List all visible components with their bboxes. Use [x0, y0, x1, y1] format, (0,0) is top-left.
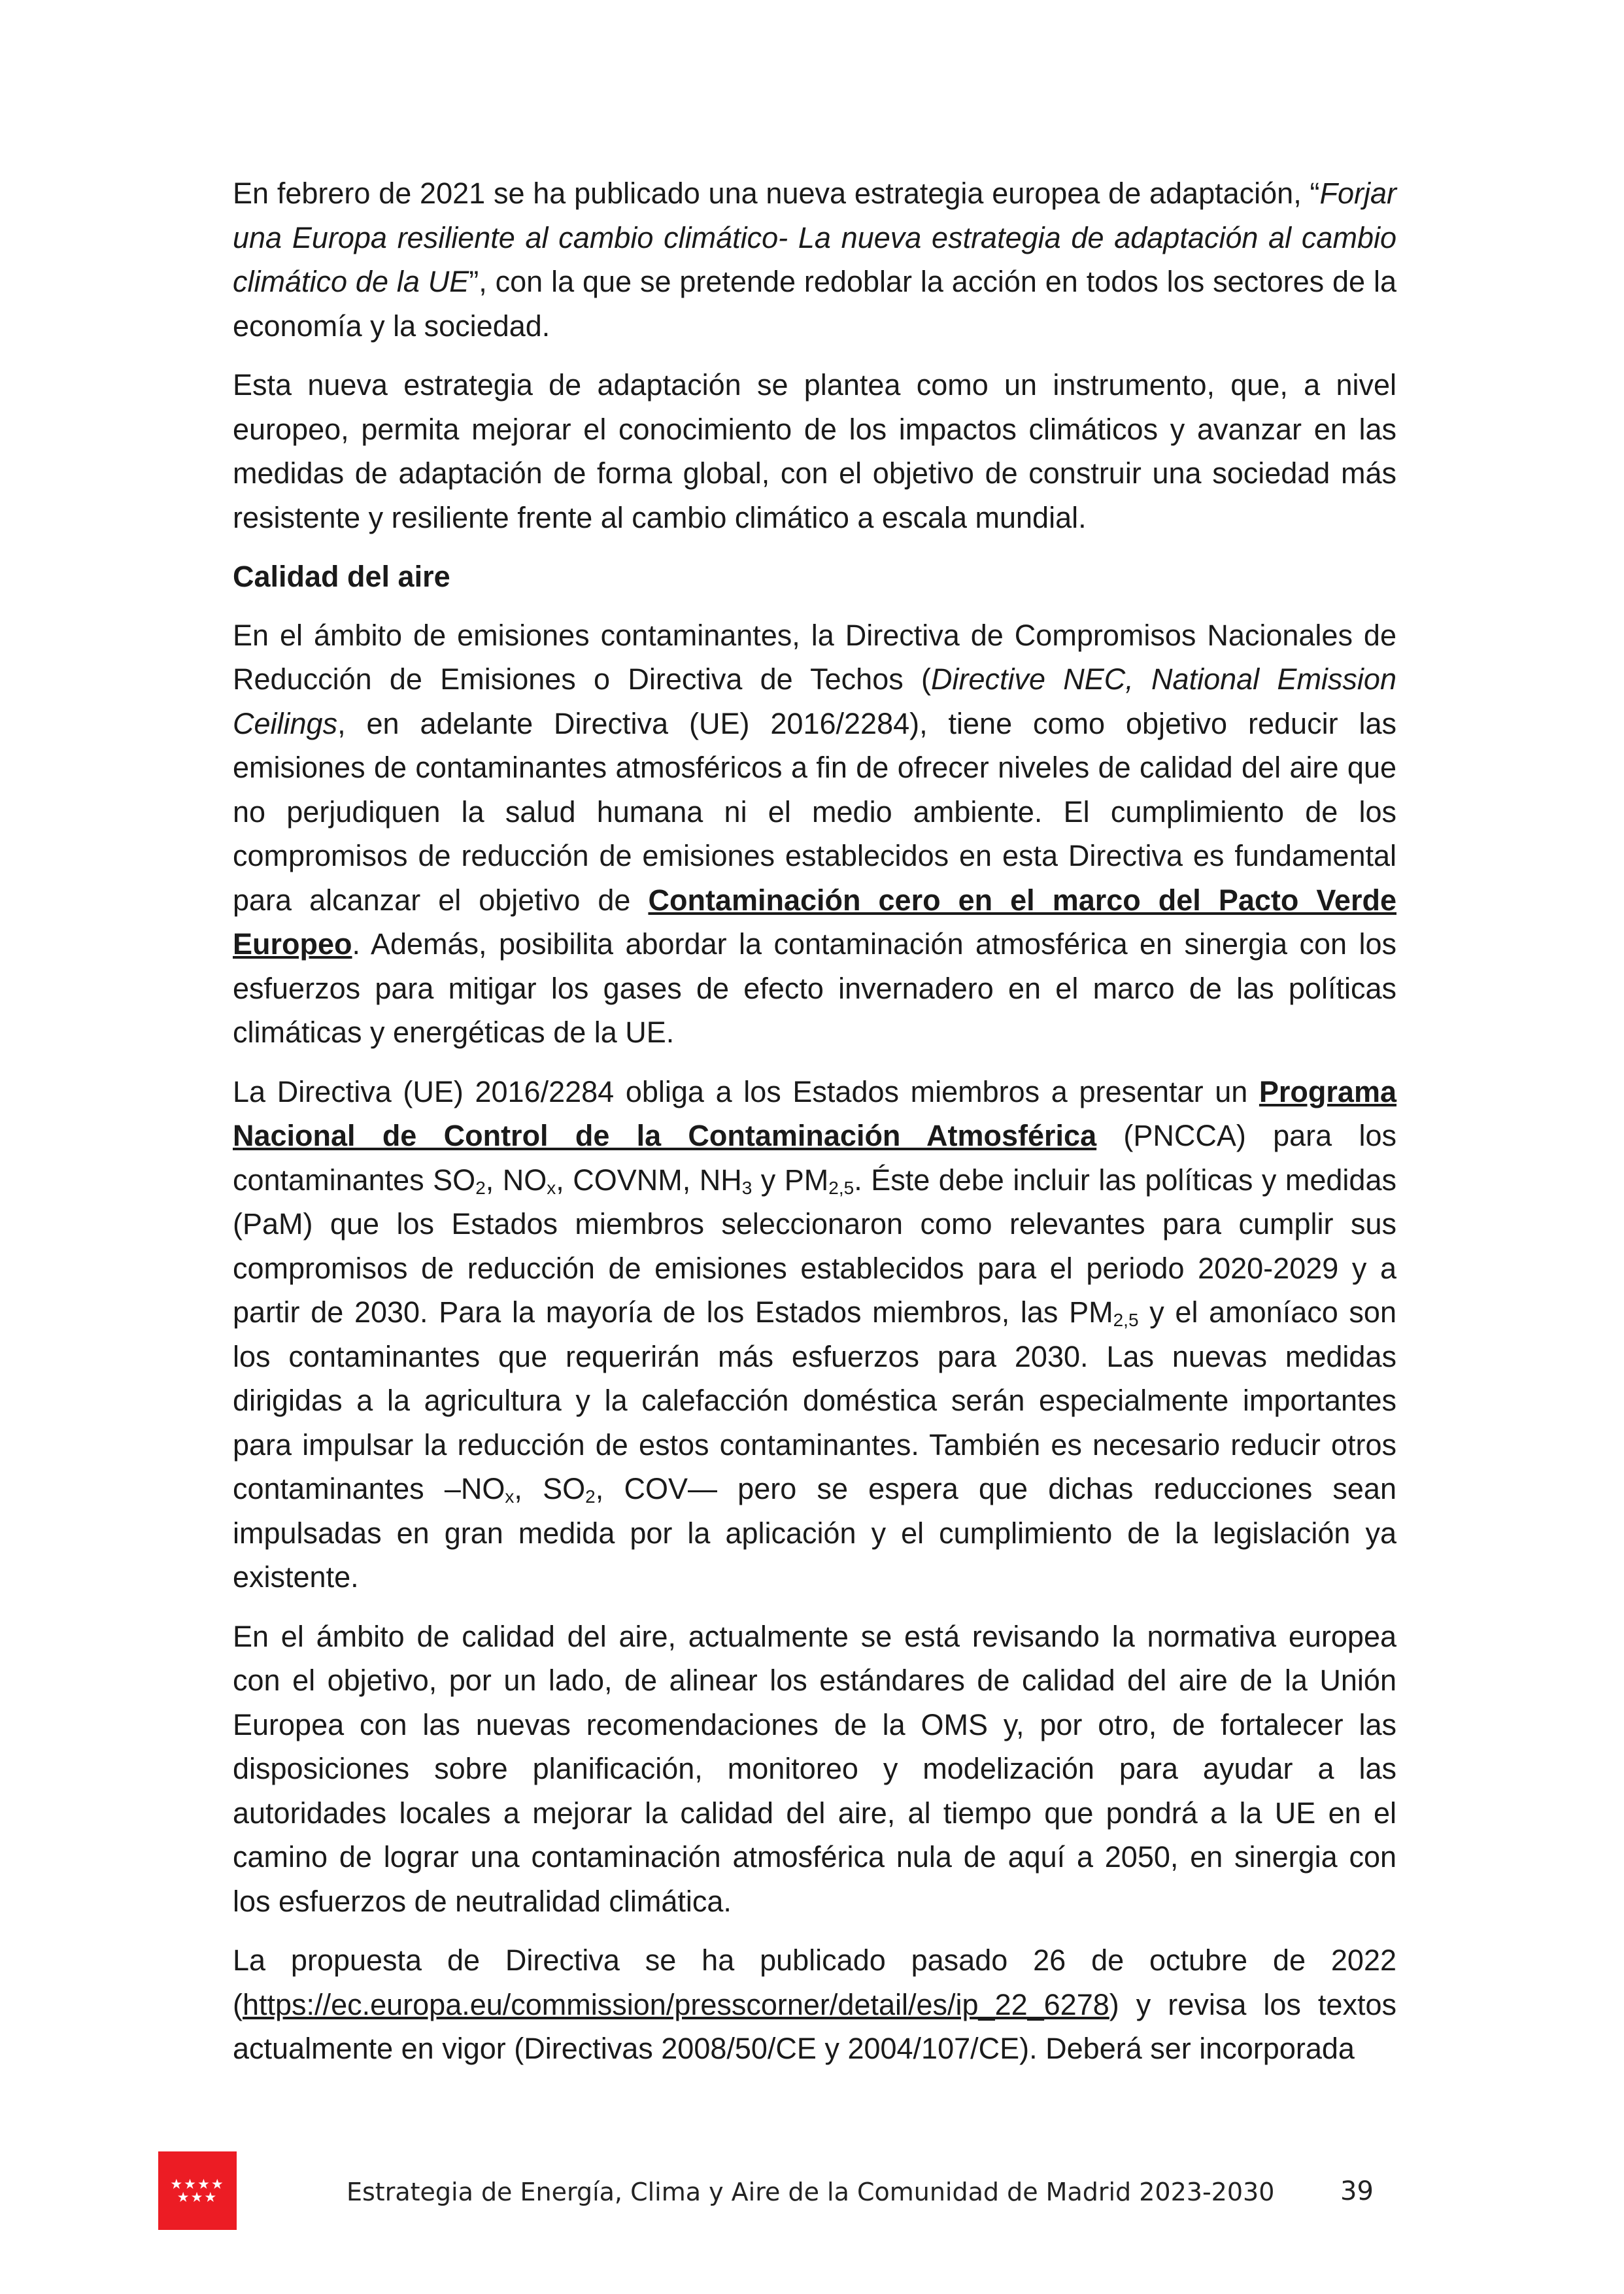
text: La Directiva (UE) 2016/2284 obliga a los Estados miembros a presentar un: [233, 1074, 1259, 1108]
text: La propuesta de Directiva se ha publicado pasado 26 de octubre de 2022 (: [233, 1943, 1396, 2021]
paragraph-pncca: [233, 1070, 1396, 1600]
subscript: 2: [475, 1177, 486, 1198]
subscript: x: [505, 1486, 515, 1507]
paragraph-nec-directive: [233, 613, 1396, 1055]
paragraph-air-quality-review: En el ámbito de calidad del aire, actualmente se está revisando la normativa europea con el objetivo, por un lado, de alinear los estándares de calidad del aire de la Unión Europea con las nuevas recomendaciones de la OMS y, por otro, de fortalecer las disposiciones sobre planificación, monitoreo y modelización para ayudar a las autoridades locales a mejorar la calidad del aire, al tiempo que pondrá a la UE en el camino de lograr una contaminación atmosférica nula de aquí a 2050, en sinergia con los esfuerzos de neutralidad climática.: [233, 1619, 1396, 1918]
text: y el amoníaco son los contaminantes que requerirán más esfuerzos para 2030. Las nuevas medidas dirigidas a la agricultura y la calefacción doméstica serán especialmente importantes para impulsar la reducción de estos contaminantes. También es necesario reducir otros contaminantes –NO: [233, 1295, 1396, 1505]
paragraph-adaptation-strategy: [233, 171, 1396, 348]
text: . Éste debe incluir las políticas y medidas (PaM) que los Estados miembros seleccionaron como relevantes para cumplir sus compromisos de reducción de emisiones establecidos para el periodo 2020-2029 y a partir de 2030. Para la mayoría de los Estados miembros, las PM: [233, 1163, 1396, 1329]
text: , NO: [485, 1163, 547, 1197]
paragraph-directive-proposal: [233, 1938, 1396, 2071]
text: y PM: [752, 1163, 829, 1197]
subscript: 3: [741, 1177, 753, 1198]
directive-name: Directive NEC, National Emission Ceilings: [233, 662, 1396, 740]
text: . Además, posibilita abordar la contaminación atmosférica en sinergia con los esfuerzos para mitigar los gases de efecto invernadero en el marco de las políticas climáticas y energéticas de la UE.: [233, 927, 1396, 1049]
subscript: 2: [585, 1486, 596, 1507]
text: , SO: [514, 1472, 586, 1505]
stars-icon: [170, 2178, 224, 2204]
text: , COV— pero se espera que dichas reducciones sean impulsadas en gran medida por la aplicación y el cumplimiento de la legislación ya existente.: [233, 1472, 1396, 1594]
text: (PNCCA) para los contaminantes SO: [233, 1119, 1396, 1197]
stars-row: ★★★: [177, 2189, 218, 2205]
document-body: [233, 171, 1396, 2086]
pncca-link[interactable]: Programa Nacional de Control de la Contaminación Atmosférica: [233, 1074, 1396, 1152]
press-release-link[interactable]: https://ec.europa.eu/commission/presscorner/detail/es/ip_22_6278: [243, 1987, 1109, 2021]
subscript: x: [547, 1177, 556, 1198]
zero-pollution-link[interactable]: Contaminación cero en el marco del Pacto Verde Europeo: [233, 883, 1396, 961]
page-footer: [0, 2151, 1624, 2243]
text: En el ámbito de emisiones contaminantes, la Directiva de Compromisos Nacionales de Reducción de Emisiones o Directiva de Techos (: [233, 618, 1396, 696]
subscript: 2,5: [828, 1177, 854, 1198]
text: ) y revisa los textos actualmente en vigor (Directivas 2008/50/CE y 2004/107/CE). Deberá ser incorporada: [233, 1987, 1396, 2065]
section-heading: Calidad del aire: [233, 560, 450, 593]
paragraph-strategy-instrument: Esta nueva estrategia de adaptación se plantea como un instrumento, que, a nivel europeo, permita mejorar el conocimiento de los impactos climáticos y avanzar en las medidas de adaptación de forma global, con el objetivo de construir una sociedad más resistente y resiliente frente al cambio climático a escala mundial.: [233, 368, 1396, 534]
text: , COVNM, NH: [556, 1163, 742, 1197]
page-number: 39: [1340, 2176, 1374, 2206]
text: , en adelante Directiva (UE) 2016/2284), tiene como objetivo reducir las emisiones de contaminantes atmosféricos a fin de ofrecer niveles de calidad del aire que no perjudiquen la salud humana ni el medio ambiente. El cumplimiento de los compromisos de reducción de emisiones establecidos en esta Directiva es fundamental para alcanzar el objetivo de: [233, 706, 1396, 917]
comunidad-madrid-logo: [158, 2151, 237, 2230]
text: En febrero de 2021 se ha publicado una nueva estrategia europea de adaptación, “: [233, 177, 1320, 210]
subscript: 2,5: [1113, 1310, 1139, 1330]
footer-title: Estrategia de Energía, Clima y Aire de la Comunidad de Madrid 2023-2030: [347, 2178, 1275, 2206]
stars-row: ★★★★: [170, 2176, 225, 2192]
text: ”, con la que se pretende redoblar la acción en todos los sectores de la economía y la sociedad.: [233, 265, 1396, 343]
strategy-title: Forjar una Europa resiliente al cambio climático- La nueva estrategia de adaptación al cambio climático de la UE: [233, 177, 1396, 298]
